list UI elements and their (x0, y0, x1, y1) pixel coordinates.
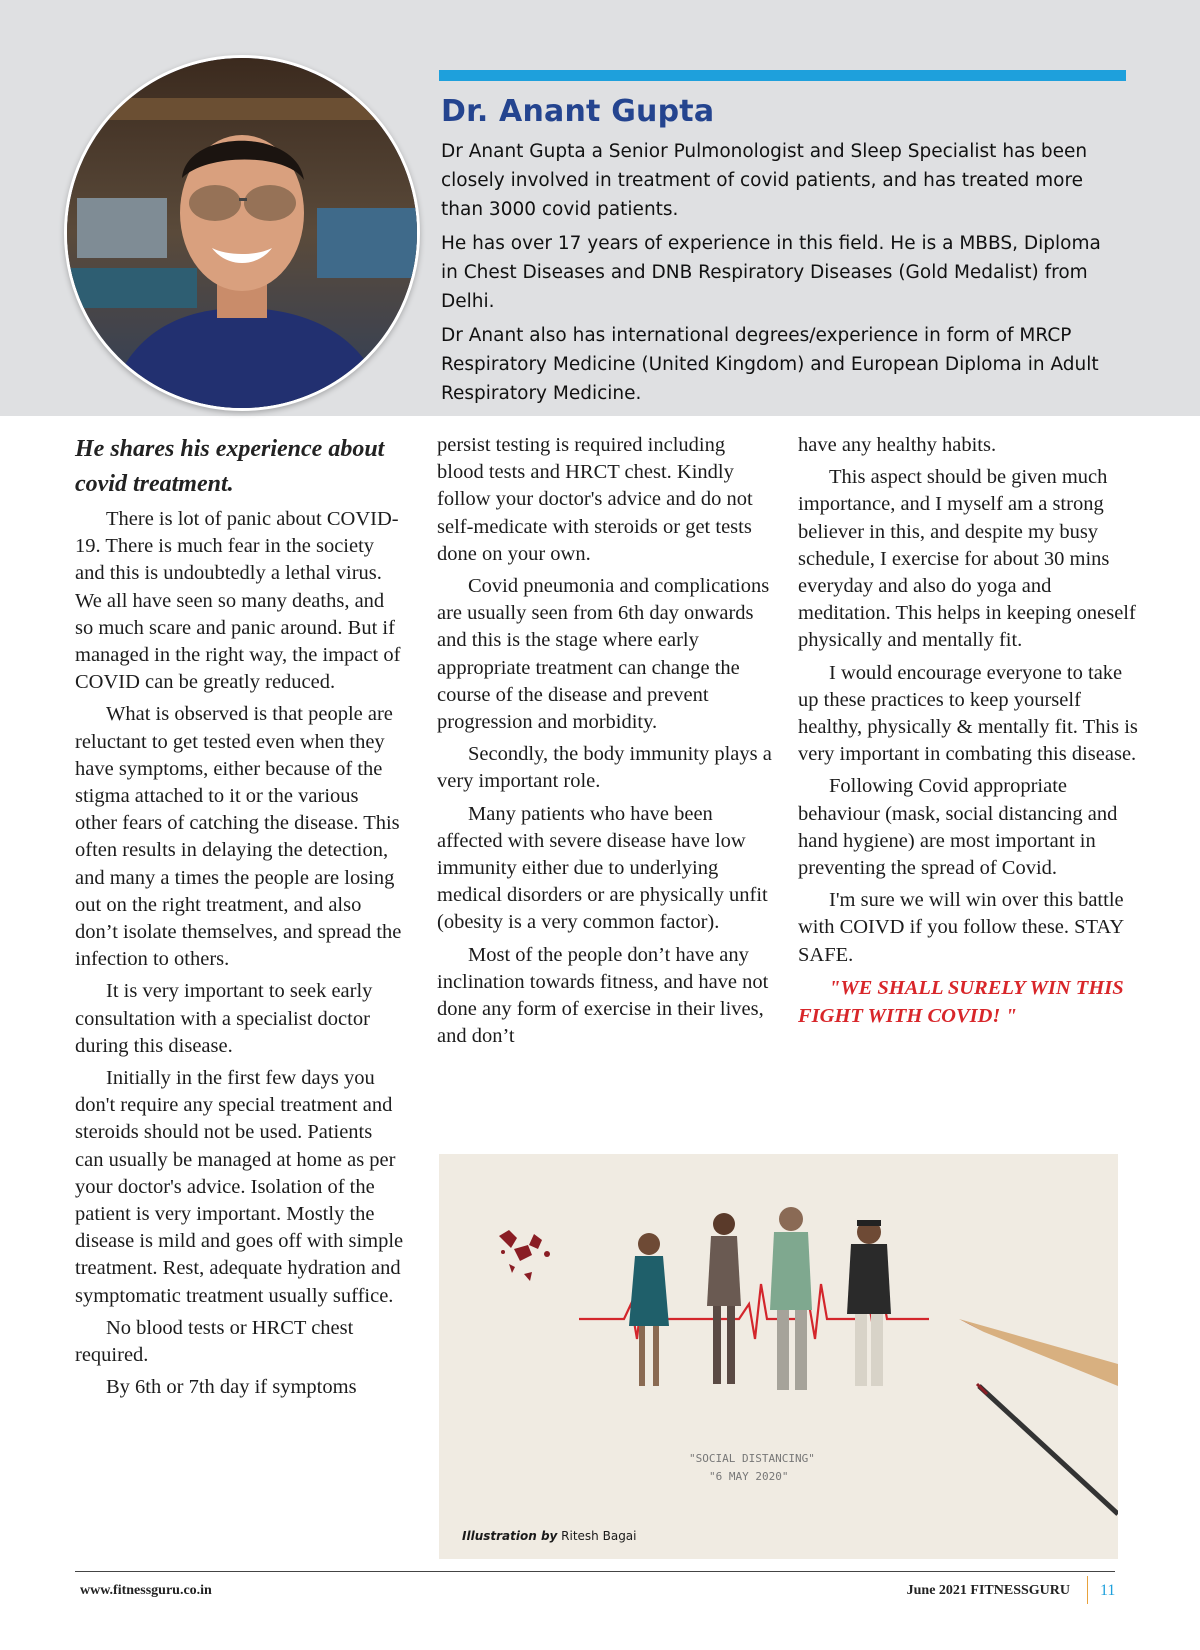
article-paragraph: have any healthy habits. (798, 434, 997, 456)
header-accent-rule (439, 70, 1126, 81)
article-paragraph: Secondly, the body immunity plays a very important role. (437, 743, 772, 793)
bio-paragraph: He has over 17 years of experience in this field. He is a MBBS, Diploma in Chest Diseases and DNB Respiratory Diseases (Gold Medalist) from Delhi. (441, 233, 1101, 312)
article-column-3 (798, 432, 1138, 1035)
article-column-2 (437, 432, 775, 1055)
illustration-caption-line-2: "6 MAY 2020" (709, 1470, 789, 1483)
article-paragraph: No blood tests or HRCT chest required. (75, 1316, 354, 1367)
article-paragraph: Following Covid appropriate behaviour (mask, social distancing and hand hygiene) are most important in preventing the spread of Covid. (798, 775, 1118, 880)
article-paragraph: Initially in the first few days you don't require any special treatment and steroids should not be used. Patients can usually be managed at home as per your doctor's advice. Isolation of the patient is very important. Mostly the disease is mild and goes off with simple treatment. Rest, adequate hydration and symptomatic treatment usually suffice. (75, 1067, 404, 1307)
author-name: Dr. Anant Gupta (441, 94, 715, 129)
article-paragraph: Many patients who have been affected with severe disease have low immunity either due to underlying medical disorders or are physically unfit (obesity is a very common factor). (437, 802, 768, 934)
article-paragraph: Covid pneumonia and complications are usually seen from 6th day onwards and this is the stage where early appropriate treatment can change the course of the disease and prevent progression and morbidity. (437, 575, 770, 734)
illustration-credit-name: Ritesh Bagai (557, 1529, 637, 1543)
bio-paragraph: Dr Anant also has international degrees/experience in form of MRCP Respiratory Medicine (United Kingdom) and European Diploma in Adult Respiratory Medicine. (441, 325, 1099, 404)
illustration (439, 1154, 1118, 1559)
closing-quote: "WE SHALL SURELY WIN THIS FIGHT WITH COVID! " (798, 976, 1124, 1027)
article-paragraph: persist testing is required including blood tests and HRCT chest. Kindly follow your doctor's advice and do not self-medicate with steroids or get tests done on your own. (437, 434, 753, 565)
intro-heading: He shares his experience about covid treatment. (75, 436, 385, 497)
article-paragraph: This aspect should be given much importance, and I myself am a strong believer in this, and despite my busy schedule, I exercise for about 30 mins everyday and also do yoga and meditation. This helps in keeping oneself physically and mentally fit. (798, 466, 1136, 652)
article-paragraph: What is observed is that people are reluctant to get tested even when they have symptoms, either because of the stigma attached to it or the various other fears of catching the disease. This often results in delaying the detection, and many a times the people are losing out on the right treatment, and also don’t isolate themselves, and spread the infection to others. (75, 703, 402, 971)
article-paragraph: Most of the people don’t have any inclination towards fitness, and have not done any form of exercise in their lives, and don’t (437, 943, 769, 1048)
bio-paragraph: Dr Anant Gupta a Senior Pulmonologist and Sleep Specialist has been closely involved in treatment of covid patients, and has treated more than 3000 covid patients. (441, 141, 1088, 220)
footer-divider (1087, 1576, 1088, 1604)
illustration-credit-label: Illustration by (462, 1529, 558, 1543)
author-portrait (64, 55, 420, 411)
footer-website: www.fitnessguru.co.in (80, 1583, 212, 1598)
article-paragraph: It is very important to seek early consultation with a specialist doctor during this disease. (75, 980, 373, 1057)
illustration-credit (462, 1529, 637, 1543)
footer-rule (75, 1571, 1115, 1572)
article-paragraph: There is lot of panic about COVID-19. There is much fear in the society and this is undoubtedly a lethal virus. We all have seen so many deaths, and so much scare and panic around. But if managed in the right way, the impact of COVID can be greatly reduced. (75, 508, 401, 694)
page-number: 11 (1100, 1582, 1116, 1599)
illustration-caption-line-1: "SOCIAL DISTANCING" (689, 1452, 815, 1465)
article-column-1 (75, 432, 405, 1407)
article-paragraph: By 6th or 7th day if symptoms (106, 1376, 357, 1399)
article-paragraph: I would encourage everyone to take up these practices to keep yourself healthy, physically & mentally fit. This is very important in combating this disease. (798, 661, 1138, 766)
article-paragraph: I'm sure we will win over this battle with COIVD if you follow these. STAY SAFE. (798, 889, 1124, 966)
author-bio (441, 94, 1121, 413)
footer-issue: June 2021 FITNESSGURU (906, 1583, 1070, 1598)
